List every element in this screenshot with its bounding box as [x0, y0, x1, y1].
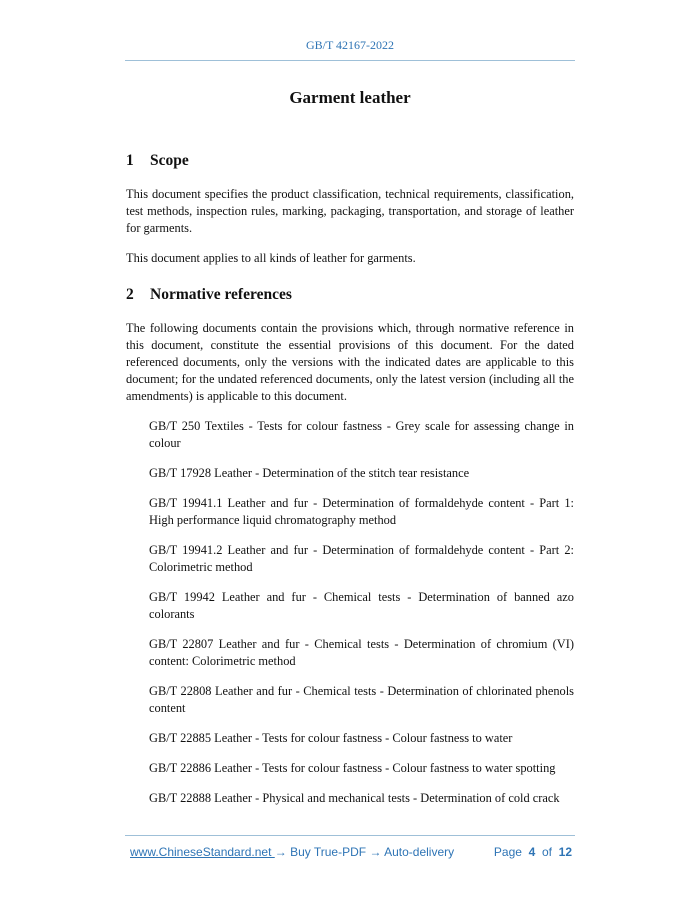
reference-item: GB/T 19941.1 Leather and fur - Determination of formaldehyde content - Part 1: High performance liquid chromatography method [149, 496, 574, 527]
reference-item: GB/T 19941.2 Leather and fur - Determination of formaldehyde content - Part 2: Colorimetric method [149, 543, 574, 574]
section-title: Normative references [150, 286, 292, 303]
reference-item: GB/T 22888 Leather - Physical and mechanical tests - Determination of cold crack [149, 791, 560, 805]
reference-item: GB/T 250 Textiles - Tests for colour fastness - Grey scale for assessing change in colour [149, 419, 574, 450]
reference-item: GB/T 17928 Leather - Determination of the stitch tear resistance [149, 466, 470, 480]
document-code-header: GB/T 42167-2022 [305, 38, 395, 52]
page-label: Page [493, 845, 522, 859]
normative-intro-paragraph: The following documents contain the provisions which, through normative reference in this document, constitute the essential provisions of this document. For the dated referenced documents, only the versions with the indicated dates are applicable to this document; for the undated referenced documents, only the latest version (including all the amendments) is applicable to this document. [126, 321, 574, 403]
header-divider [125, 60, 575, 61]
section-heading-normative-references [126, 286, 574, 303]
document-title: Garment leather [289, 88, 411, 107]
page-footer [130, 845, 572, 859]
reference-item: GB/T 22886 Leather - Tests for colour fastness - Colour fastness to water spotting [149, 761, 556, 775]
footer-promo-text: → Buy True-PDF → Auto-delivery [274, 845, 455, 859]
scope-paragraph: This document specifies the product classification, technical requirements, classification, test methods, inspection rules, marking, packaging, transportation, and storage of leather for garments. [126, 187, 574, 235]
section-heading-scope [126, 152, 574, 169]
page-current: 4 [528, 845, 536, 859]
section-number: 2 [126, 286, 134, 303]
footer-promo [130, 845, 454, 859]
page-total: 12 [558, 845, 572, 859]
website-link[interactable]: www.ChineseStandard.net [130, 845, 275, 859]
footer-divider [125, 835, 575, 836]
reference-item: GB/T 19942 Leather and fur - Chemical tests - Determination of banned azo colorants [149, 590, 574, 621]
scope-paragraph: This document applies to all kinds of leather for garments. [126, 251, 416, 265]
section-title: Scope [150, 152, 189, 169]
reference-item: GB/T 22885 Leather - Tests for colour fastness - Colour fastness to water [149, 731, 513, 745]
document-body [126, 152, 574, 807]
reference-item: GB/T 22807 Leather and fur - Chemical tests - Determination of chromium (VI) content: Colorimetric method [149, 637, 574, 668]
page-indicator [494, 845, 572, 859]
page-of-label: of [541, 845, 552, 859]
section-number: 1 [126, 152, 134, 169]
reference-item: GB/T 22808 Leather and fur - Chemical tests - Determination of chlorinated phenols content [149, 684, 574, 715]
